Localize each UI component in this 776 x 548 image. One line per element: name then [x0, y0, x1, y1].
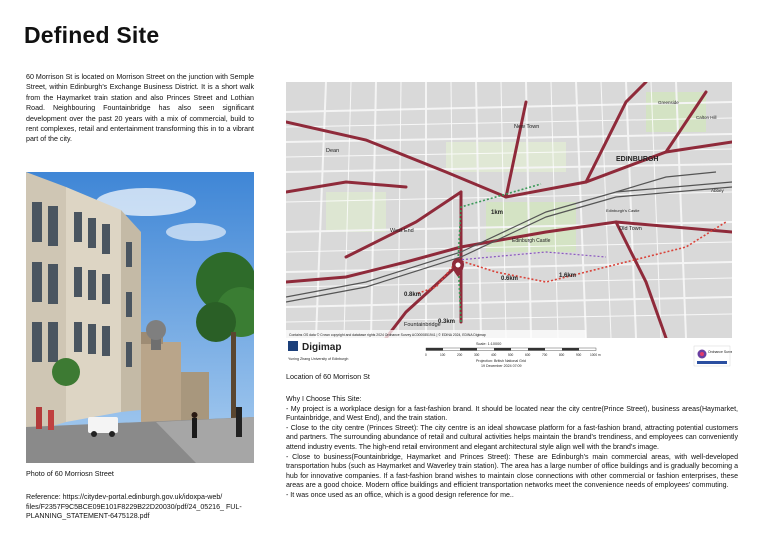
site-description: 60 Morrison St is located on Morrison Street on the junction with Semple Street, within Edinburgh's Exchange Business District. It is a short walk from the Haymarket train station and also Princes Street and Lothian Road. Neighbouring Fountainbridge has also seen significant development over the past 20 years with a mix of commercial, build to rent complexes, retail and entertainment transforming this in to a vibrant part of the city. — [26, 73, 254, 144]
scale-tick: 900 — [576, 353, 582, 357]
map-label-greenside: Greenside — [658, 100, 679, 105]
distance-label-0-3km: 0.3km — [438, 319, 456, 325]
map-footer — [286, 338, 732, 370]
location-map — [286, 82, 732, 338]
map-scale-label: Scale: 1:10000 — [476, 342, 502, 346]
map-projection: Projection: British National Grid — [476, 359, 526, 363]
scale-tick: 500 — [508, 353, 514, 357]
why-point: - Close to the city centre (Princes Street): The city centre is an ideal showcase platform for a fast-fashion brand, attracting potential customers and partners. The surrounding abundance of retail and cultural activities helps maintain the brand's trendiness, and employees can conveniently attend industry events. The high-end retail environment and elegant architectural style align well with the brand's image. — [286, 424, 738, 451]
scale-tick: 600 — [525, 353, 531, 357]
distance-label-1km: 1km — [491, 210, 504, 216]
why-point: - My project is a workplace design for a fast-fashion brand. It should be located near the city centre(Prince Street), business areas(Haymarket, Funtainbridge, and West End), and the train station. — [286, 405, 738, 423]
scale-tick: 100 — [440, 353, 446, 357]
scale-tick: 200 — [457, 353, 463, 357]
map-label-new-town: New Town — [514, 124, 540, 130]
map-label-edinburgh: EDINBURGH — [616, 156, 659, 163]
map-illustration — [286, 82, 732, 338]
map-label-dean: Dean — [326, 148, 340, 154]
map-label-west-end: West End — [390, 228, 414, 234]
map-label-castle: Edinburgh Castle — [512, 238, 551, 244]
photo-caption: Photo of 60 Morriosn Street — [26, 469, 114, 478]
distance-label-0-6km: 0.6km — [501, 276, 519, 282]
scale-tick: 0 — [425, 353, 427, 357]
map-copyright: Contains OS data © Crown copyright and database rights 2024 Ordnance Survey AC0000851941 | © EDINA 2024, EDINA Digimap — [289, 333, 486, 337]
scale-tick: 1000 m — [590, 353, 601, 357]
page-title: Defined Site — [24, 22, 160, 48]
digimap-label: Digimap — [302, 342, 342, 353]
map-label-castle-2: Edinburgh's Castle — [606, 208, 640, 213]
os-label: Ordnance Survey — [708, 350, 732, 354]
why-heading: Why I Choose This Site: — [286, 396, 362, 403]
scale-tick: 400 — [491, 353, 497, 357]
why-point: - It was once used as an office, which is a good design reference for me.. — [286, 491, 514, 499]
map-label-old-town: Old Town — [619, 226, 642, 232]
map-label-abbey: Abbey — [711, 188, 724, 193]
map-date: 19 December 2024 07:09 — [481, 364, 522, 368]
scale-tick: 300 — [474, 353, 480, 357]
map-caption: Location of 60 Morrison St — [286, 372, 370, 381]
reference-text: Reference: https://citydev-portal.edinburgh.gov.uk/idoxpa-web/ files/F2357F9C5BCE09E101F8229B22D20030/pdf/24_05216_ FUL-PLANNING_STATEMENT-6475128.pdf — [26, 493, 242, 520]
map-author: Yuning Zhang University of Edinburgh — [288, 357, 349, 361]
map-footer-graphics — [286, 338, 732, 370]
scale-tick: 800 — [559, 353, 565, 357]
digimap-logo-icon — [288, 341, 298, 351]
site-photo — [26, 172, 254, 463]
why-section — [286, 395, 738, 501]
distance-label-0-8km: 0.8km — [404, 292, 422, 298]
why-point: - Close to business(Fountainbridge, Haymarket and Princes Street): These are Edinburgh's main commercial areas, with well-developed transportation hubs (such as Haymarket and Waverley train station). The area has a large number of office buildings and is gradually becoming a hub for innovative companies. If a fast-fashion brand wishes to maintain close connections with other commercial or fashion enterprises, these areas are a good choice. Modern office buildings and efficient transportation networks meet the convenience needs of employees' commuting. — [286, 453, 738, 490]
scale-tick: 700 — [542, 353, 548, 357]
distance-label-1-6km: 1.6km — [559, 273, 577, 279]
map-label-calton-hill: Calton Hill — [696, 115, 717, 120]
map-label-fountainbridge: Fountainbridge — [404, 322, 441, 328]
photo-illustration — [26, 172, 254, 463]
